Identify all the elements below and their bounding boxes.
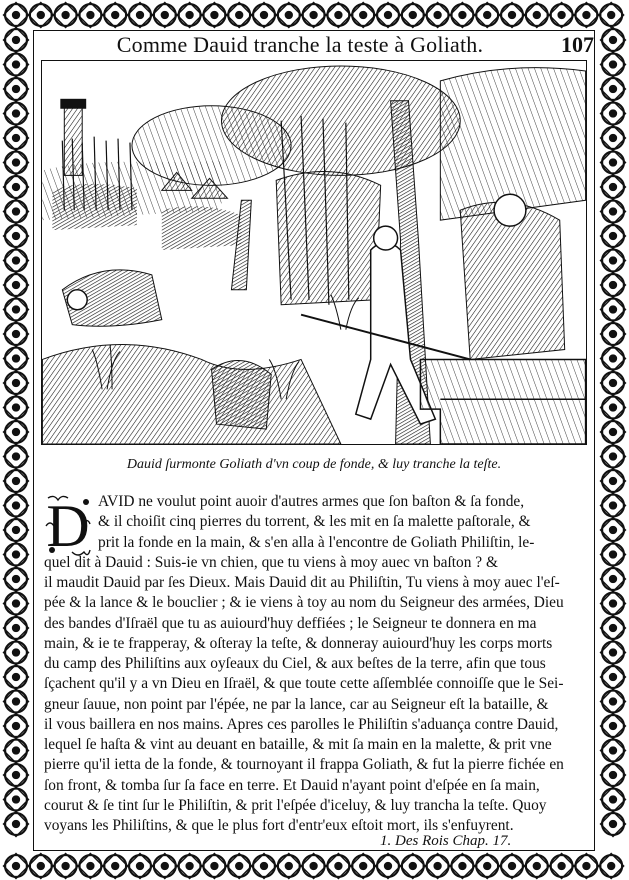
border-ornament [4, 812, 29, 837]
border-ornament [4, 175, 29, 200]
border-ornament [376, 854, 401, 879]
border-ornament [78, 854, 103, 879]
body-line: des bandes d'Iſraël que tu as auiourd'huy deffiées ; le Seigneur te donnera en ma [44, 614, 537, 632]
body-line: du camp des Philiſtins aux oyſeaux du Ciel, & aux beſtes de la terre, afin que tous [44, 655, 546, 672]
border-ornament [549, 854, 574, 879]
border-ornament [601, 665, 626, 690]
border-ornament [177, 3, 202, 28]
border-ornament [351, 3, 376, 28]
border-ornament [601, 640, 626, 665]
border-ornament [252, 854, 277, 879]
border-ornament [128, 854, 153, 879]
border-ornament [601, 567, 626, 592]
king-head [494, 194, 526, 226]
border-ornament [103, 854, 128, 879]
goliath-head [67, 290, 87, 310]
border-ornament [601, 346, 626, 371]
border-ornament [252, 3, 277, 28]
scripture-reference: 1. Des Rois Chap. 17. [380, 833, 512, 849]
page-title: Comme Dauid tranche la teste à Goliath. [116, 32, 484, 57]
border-ornament [601, 150, 626, 175]
body-line: ſon front, & tomba ſur ſa face en terre. Et Dauid n'ayant point d'eſpée en ſa main, [44, 776, 540, 794]
border-ornament [601, 689, 626, 714]
border-ornament [4, 150, 29, 175]
tree-foliage [132, 106, 291, 186]
border-ornament [4, 101, 29, 126]
body-line: quel dit à Dauid : Suis-ie vn chien, que tu viens à moy auec vn baſton ? & [44, 553, 498, 571]
rock [212, 361, 272, 430]
border-ornament [475, 854, 500, 879]
border-ornament [4, 763, 29, 788]
border-ornament [574, 3, 599, 28]
border-ornament [103, 3, 128, 28]
border-ornament [4, 248, 29, 273]
border-ornament [152, 854, 177, 879]
border-ornament [601, 101, 626, 126]
border-ornament [4, 28, 29, 53]
border-ornament [500, 3, 525, 28]
drop-cap: D [46, 493, 90, 559]
border-ornament [4, 854, 29, 879]
border-ornament [4, 52, 29, 77]
border-ornament [524, 3, 549, 28]
border-ornament [202, 854, 227, 879]
border-ornament [4, 199, 29, 224]
border-ornament [601, 738, 626, 763]
border-ornament [601, 420, 626, 445]
border-ornament [4, 395, 29, 420]
border-ornament [601, 395, 626, 420]
border-ornament [4, 640, 29, 665]
border-ornament [4, 616, 29, 641]
border-ornament [227, 854, 252, 879]
border-ornament [4, 567, 29, 592]
border-ornament [574, 854, 599, 879]
border-ornament [601, 77, 626, 102]
border-ornament [500, 854, 525, 879]
border-ornament [128, 3, 153, 28]
body-line: il maudit Dauid par ſes Dieux. Mais Dauid dit au Philiſtin, Tu viens à moy auec l'eſ- [44, 574, 560, 591]
border-ornament [601, 52, 626, 77]
border-ornament [4, 714, 29, 739]
border-ornament [276, 854, 301, 879]
border-ornament [601, 616, 626, 641]
border-ornament [425, 854, 450, 879]
soldier-crowd [276, 172, 380, 305]
border-ornament [601, 273, 626, 298]
border-ornament [4, 77, 29, 102]
border-ornament [601, 518, 626, 543]
body-line: voyans les Philiſtins, & que le plus fort d'entr'eux eſtoit mort, ils s'enfuyrent. [44, 817, 514, 834]
border-ornament [4, 3, 29, 28]
border-ornament [601, 199, 626, 224]
body-line: courut & ſe tint ſur le Philiſtin, & prit l'eſpée d'iceluy, & luy trancha la teſte. Quoy [44, 796, 547, 814]
border-ornament [4, 346, 29, 371]
border-ornament [601, 126, 626, 151]
border-ornament [376, 3, 401, 28]
border-ornament [601, 248, 626, 273]
border-ornament [601, 469, 626, 494]
border-ornament [4, 224, 29, 249]
body-line: lequel ſe haſta & vint au deuant en bataille, & mit ſa main en la malette, & prit vne [44, 736, 552, 753]
body-line: & il choiſit cinq pierres du torrent, & les mit en ſa malette paſtorale, & [98, 513, 531, 531]
border-ornament [601, 322, 626, 347]
border-ornament [475, 3, 500, 28]
border-ornament [400, 854, 425, 879]
army-bodies [52, 184, 137, 230]
border-ornament [152, 3, 177, 28]
border-ornament [4, 665, 29, 690]
body-line: AVID ne voulut point auoir d'autres armes que ſon baſton & ſa fonde, [98, 493, 525, 510]
body-line: gneur ſauue, non point par l'épée, ne par la lance, car au Seigneur eſt la bataille, & [44, 695, 549, 713]
border-ornament [4, 444, 29, 469]
border-ornament [351, 854, 376, 879]
body-line: ſçachent qu'il y a vn Dieu en Iſraël, & que toute cette aſſemblée connoiſſe que le Sei- [44, 675, 564, 693]
border-ornament [53, 854, 78, 879]
border-ornament [4, 420, 29, 445]
border-ornament [301, 854, 326, 879]
border-ornament [4, 787, 29, 812]
border-ornament [549, 3, 574, 28]
border-ornament [601, 787, 626, 812]
border-ornament [4, 273, 29, 298]
border-ornament [601, 28, 626, 53]
border-ornament [450, 854, 475, 879]
border-ornament [4, 469, 29, 494]
border-ornament [4, 591, 29, 616]
border-ornament [4, 493, 29, 518]
body-line: pierre qu'il ietta de la fonde, & tournoyant il frappa Goliath, & fut la pierre fichée en [44, 756, 564, 774]
border-ornament [227, 3, 252, 28]
border-ornament [601, 444, 626, 469]
border-ornament [4, 322, 29, 347]
border-ornament [601, 591, 626, 616]
border-ornament [53, 3, 78, 28]
border-ornament [326, 854, 351, 879]
tower-top [60, 99, 86, 109]
platform-steps [420, 359, 585, 444]
border-ornament [450, 3, 475, 28]
border-ornament [599, 854, 624, 879]
body-line: pée & la lance & le bouclier ; & ie viens à toy au nom du Seigneur des armées, Dieu [44, 594, 564, 612]
border-ornament [202, 3, 227, 28]
page-number: 107 [561, 32, 594, 57]
border-ornament [326, 3, 351, 28]
border-ornament [524, 854, 549, 879]
border-ornament [601, 371, 626, 396]
david-head [374, 226, 398, 250]
border-ornament [425, 3, 450, 28]
border-ornament [28, 3, 53, 28]
soldier-group [162, 206, 242, 250]
border-ornament [601, 542, 626, 567]
border-ornament [599, 3, 624, 28]
woodcut-scene [42, 61, 586, 444]
border-ornament [28, 854, 53, 879]
border-ornament [601, 224, 626, 249]
border-ornament [601, 812, 626, 837]
body-line: il vous baillera en nos mains. Apres ces parolles le Philiſtin s'aduança contre Dauid, [44, 715, 559, 733]
border-ornament [601, 175, 626, 200]
border-ornament [4, 738, 29, 763]
border-ornament [301, 3, 326, 28]
border-ornament [601, 493, 626, 518]
border-ornament [4, 126, 29, 151]
border-ornament [177, 854, 202, 879]
border-ornament [4, 518, 29, 543]
border-ornament [4, 297, 29, 322]
border-ornament [601, 297, 626, 322]
body-line: main, & ie te frapperay, & oſteray la teſte, & donneray auiourd'huy les corps morts [44, 634, 553, 652]
border-ornament [601, 714, 626, 739]
body-line: prit la fonde en la main, & s'en alla à l'encontre de Goliath Philiſtin, le- [98, 533, 535, 551]
border-ornament [78, 3, 103, 28]
border-ornament [400, 3, 425, 28]
border-ornament [4, 542, 29, 567]
border-ornament [4, 689, 29, 714]
border-ornament [601, 763, 626, 788]
border-ornament [4, 371, 29, 396]
woodcut-illustration [41, 60, 587, 445]
illustration-caption: Dauid ſurmonte Goliath d'vn coup de fonde, & luy tranche la teſte. [126, 457, 502, 472]
border-ornament [276, 3, 301, 28]
